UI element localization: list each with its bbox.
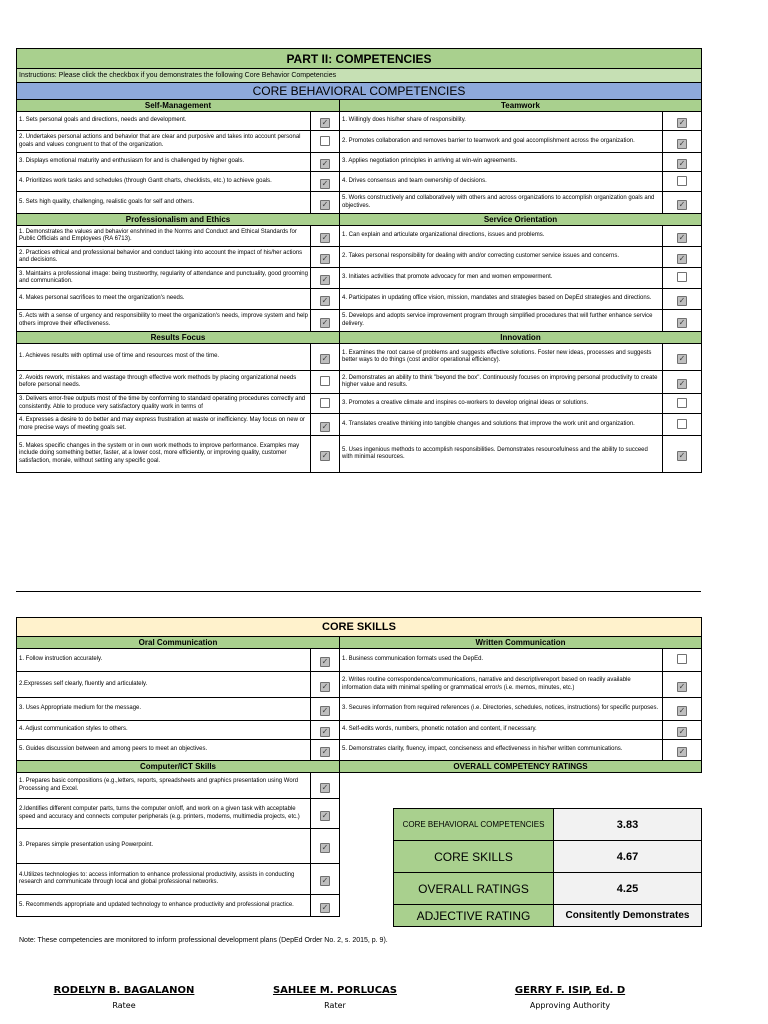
rating-value-adjective: Consitently Demonstrates bbox=[554, 905, 702, 927]
competency-checkbox[interactable] bbox=[320, 136, 330, 146]
rating-row bbox=[394, 905, 702, 927]
skill-checkbox[interactable]: ✓ bbox=[321, 657, 329, 666]
skill-checkbox[interactable]: ✓ bbox=[678, 747, 686, 756]
rating-value-core-behavioral: 3.83 bbox=[554, 809, 702, 841]
competency-text: 5. Makes specific changes in the system or in own work methods to improve performance. Examples may include doing something better, faster, at a lower cost, more efficiently, or improving quality, customer satisfaction, morale, without setting any specific goal. bbox=[17, 436, 311, 473]
rating-value-overall: 4.25 bbox=[554, 873, 702, 905]
section-header-teamwork: Teamwork bbox=[340, 100, 702, 112]
competency-checkbox[interactable]: ✓ bbox=[321, 421, 329, 431]
skill-text: 5. Recommends appropriate and updated technology to enhance productivity and professional practice. bbox=[17, 895, 311, 917]
competency-checkbox[interactable]: ✓ bbox=[678, 233, 686, 242]
competency-text: 4. Drives consensus and team ownership of decisions. bbox=[340, 172, 663, 192]
competency-checkbox[interactable] bbox=[677, 272, 687, 282]
skill-checkbox[interactable]: ✓ bbox=[678, 706, 686, 715]
skill-checkbox[interactable]: ✓ bbox=[321, 681, 329, 691]
competency-text: 3. Maintains a professional image: being trustworthy, regularity of attendance and punctuality, good grooming and communication. bbox=[17, 268, 311, 289]
competency-row bbox=[17, 247, 702, 268]
section-header-innovation: Innovation bbox=[340, 332, 702, 344]
competency-text: 5. Acts with a sense of urgency and responsibility to meet the organization's needs, improve system and help others improve their effectiveness. bbox=[17, 310, 311, 332]
competency-text: 4. Translates creative thinking into tangible changes and solutions that improve the work unit and organization. bbox=[340, 414, 663, 436]
competency-checkbox[interactable]: ✓ bbox=[678, 354, 686, 363]
competency-checkbox[interactable]: ✓ bbox=[678, 138, 686, 148]
skill-row bbox=[17, 773, 702, 799]
competency-checkbox[interactable] bbox=[677, 176, 687, 186]
competency-checkbox[interactable]: ✓ bbox=[321, 199, 329, 209]
competency-checkbox[interactable] bbox=[677, 419, 687, 429]
competency-checkbox[interactable]: ✓ bbox=[678, 254, 686, 263]
competency-checkbox[interactable]: ✓ bbox=[321, 118, 329, 127]
skill-checkbox[interactable]: ✓ bbox=[321, 902, 329, 912]
competency-checkbox[interactable]: ✓ bbox=[678, 199, 686, 209]
skill-checkbox[interactable]: ✓ bbox=[321, 706, 329, 715]
competency-checkbox[interactable]: ✓ bbox=[321, 451, 329, 460]
core-behavioral-competencies-section bbox=[16, 48, 701, 473]
skill-text: 4.Utilizes technologies to: access information to enhance professional productivity, assists in conducting research and communicate through local and global professional networks. bbox=[17, 864, 311, 895]
signatory-role: Ratee bbox=[112, 1001, 136, 1010]
competency-row bbox=[17, 394, 702, 414]
skill-text: 2.Expresses self clearly, fluently and articulately. bbox=[17, 672, 311, 698]
signatory-name: RODELYN B. BAGALANON bbox=[53, 985, 195, 996]
competency-checkbox[interactable]: ✓ bbox=[321, 317, 329, 327]
competency-row bbox=[17, 112, 702, 131]
instructions-text: Instructions: Please click the checkbox if you demonstrates the following Core Behavior Competencies bbox=[17, 69, 702, 83]
overall-ratings-table bbox=[393, 808, 702, 927]
skill-text: 1. Follow instruction accurately. bbox=[17, 649, 311, 672]
competency-row bbox=[17, 153, 702, 172]
signatory-name: SAHLEE M. PORLUCAS bbox=[272, 985, 397, 996]
competency-row bbox=[17, 414, 702, 436]
skill-text: 2. Writes routine correspondence/communications, narrative and descriptivereport based on readily available information data with minimal spelling or grammatical error/s (i.e. memos, minutes, etc.) bbox=[340, 672, 663, 698]
skill-checkbox[interactable]: ✓ bbox=[321, 876, 329, 885]
competency-text: 1. Willingly does his/her share of responsibility. bbox=[340, 112, 663, 131]
section-header-overall-ratings: OVERALL COMPETENCY RATINGS bbox=[340, 761, 702, 773]
skill-row bbox=[17, 698, 702, 721]
competency-row bbox=[17, 436, 702, 473]
rating-row bbox=[394, 873, 702, 905]
skill-text: 5. Guides discussion between and among peers to meet an objectives. bbox=[17, 740, 311, 761]
competency-row bbox=[17, 131, 702, 153]
skill-checkbox[interactable]: ✓ bbox=[321, 782, 329, 792]
competency-checkbox[interactable]: ✓ bbox=[321, 354, 329, 363]
section-header-professionalism-ethics: Professionalism and Ethics bbox=[17, 214, 340, 226]
competency-text: 4. Participates in updating office vision, mission, mandates and strategies based on DepEd strategies and directions. bbox=[340, 289, 663, 310]
skill-row bbox=[17, 672, 702, 698]
rating-label-core-skills: CORE SKILLS bbox=[394, 841, 554, 873]
competency-checkbox[interactable]: ✓ bbox=[321, 254, 329, 263]
competency-text: 3. Applies negotiation principles in arriving at win-win agreements. bbox=[340, 153, 663, 172]
competency-row bbox=[17, 289, 702, 310]
rating-value-core-skills: 4.67 bbox=[554, 841, 702, 873]
signatory-role: Approving Authority bbox=[529, 1001, 611, 1010]
competency-checkbox[interactable] bbox=[320, 398, 330, 408]
competency-text: 1. Sets personal goals and directions, needs and development. bbox=[17, 112, 311, 131]
competency-row bbox=[17, 226, 702, 247]
competency-checkbox[interactable]: ✓ bbox=[678, 296, 686, 305]
competency-row bbox=[17, 192, 702, 214]
signatory-name: GERRY F. ISIP, Ed. D bbox=[514, 985, 626, 996]
section-header-oral-communication: Oral Communication bbox=[17, 637, 340, 649]
competency-row bbox=[17, 172, 702, 192]
signatory-ratee bbox=[29, 985, 219, 1010]
cbc-table bbox=[16, 48, 702, 473]
skill-text: 3. Uses Appropriate medium for the message. bbox=[17, 698, 311, 721]
competency-text: 2. Promotes collaboration and removes barrier to teamwork and goal accomplishment across the organization. bbox=[340, 131, 663, 153]
skill-checkbox[interactable]: ✓ bbox=[321, 843, 329, 852]
competency-text: 4. Prioritizes work tasks and schedules (through Gantt charts, checklists, etc.) to achieve goals. bbox=[17, 172, 311, 192]
skill-text: 4. Adjust communication styles to others. bbox=[17, 721, 311, 740]
competency-text: 4. Makes personal sacrifices to meet the organization's needs. bbox=[17, 289, 311, 310]
skill-text: 1. Business communication formats used the DepEd. bbox=[340, 649, 663, 672]
part-title: PART II: COMPETENCIES bbox=[17, 49, 702, 69]
competency-checkbox[interactable] bbox=[320, 376, 330, 386]
skill-checkbox[interactable]: ✓ bbox=[678, 727, 686, 736]
competency-text: 2. Practices ethical and professional behavior and conduct taking into account the impact of his/her actions and decisions. bbox=[17, 247, 311, 268]
skill-text: 3. Secures information from required references (i.e. Directories, schedules, notices, instructions) for specific purposes. bbox=[340, 698, 663, 721]
competency-row bbox=[17, 344, 702, 371]
competency-text: 5. Works constructively and collaboratively with others and across organizations to accomplish organization goals and objectives. bbox=[340, 192, 663, 214]
competency-text: 3. Initiates activities that promote advocacy for men and women empowerment. bbox=[340, 268, 663, 289]
competency-text: 3. Displays emotional maturity and enthusiasm for and is challenged by higher goals. bbox=[17, 153, 311, 172]
skill-checkbox[interactable]: ✓ bbox=[321, 727, 329, 736]
rating-row bbox=[394, 841, 702, 873]
competency-row bbox=[17, 371, 702, 394]
signatory-role: Rater bbox=[324, 1001, 346, 1010]
section-divider bbox=[16, 591, 701, 592]
competency-text: 3. Delivers error-free outputs most of the time by conforming to standard operating procedures correctly and consistently. Able to produce very satisfactory quality work in terms of bbox=[17, 394, 311, 414]
competency-checkbox[interactable]: ✓ bbox=[678, 451, 686, 460]
skill-row bbox=[17, 740, 702, 761]
skill-row bbox=[17, 649, 702, 672]
section-header-results-focus: Results Focus bbox=[17, 332, 340, 344]
competency-text: 4. Expresses a desire to do better and may express frustration at waste or inefficiency. May focus on new or more precise ways of meeting goals set. bbox=[17, 414, 311, 436]
section-header-self-management: Self-Management bbox=[17, 100, 340, 112]
competency-text: 1. Achieves results with optimal use of time and resources most of the time. bbox=[17, 344, 311, 371]
skill-checkbox[interactable] bbox=[677, 654, 687, 664]
competency-text: 2. Takes personal responsibility for dealing with and/or correcting customer service issues and concerns. bbox=[340, 247, 663, 268]
skill-text: 3. Prepares simple presentation using Powerpoint. bbox=[17, 829, 311, 864]
competency-text: 1. Demonstrates the values and behavior enshrined in the Norms and Conduct and Ethical Standards for Public Officials and Employees (RA 6713). bbox=[17, 226, 311, 247]
skill-text: 1. Prepares basic compositions (e.g.,letters, reports, spreadsheets and graphics presentation using Word Processing and Excel. bbox=[17, 773, 311, 799]
competency-checkbox[interactable]: ✓ bbox=[678, 379, 686, 388]
footnote: Note: These competencies are monitored to inform professional development plans (DepEd Order No. 2, s. 2015, p. 9). bbox=[19, 937, 388, 944]
skill-checkbox[interactable]: ✓ bbox=[321, 747, 329, 756]
competency-text: 2. Avoids rework, mistakes and wastage through effective work methods by placing organizational needs before personal needs. bbox=[17, 371, 311, 394]
competency-checkbox[interactable]: ✓ bbox=[321, 296, 329, 305]
competency-text: 2. Demonstrates an ability to think "beyond the box". Continuously focuses on improving personal productivity to create higher value and results. bbox=[340, 371, 663, 394]
rating-label-adjective: ADJECTIVE RATING bbox=[394, 905, 554, 927]
competency-text: 1. Examines the root cause of problems and suggests effective solutions. Foster new ideas, processes and suggests better ways to do things (cost and/or operational efficiency). bbox=[340, 344, 663, 371]
competency-row bbox=[17, 310, 702, 332]
skill-row bbox=[17, 721, 702, 740]
skill-text: 5. Demonstrates clarity, fluency, impact, conciseness and effectiveness in his/her written communications. bbox=[340, 740, 663, 761]
section-header-written-communication: Written Communication bbox=[340, 637, 702, 649]
competency-checkbox[interactable]: ✓ bbox=[678, 317, 686, 327]
competency-checkbox[interactable]: ✓ bbox=[678, 159, 686, 168]
skill-checkbox[interactable]: ✓ bbox=[678, 681, 686, 691]
competency-text: 2. Undertakes personal actions and behavior that are clear and purposive and takes into account personal goals and values congruent to that of the organization. bbox=[17, 131, 311, 153]
rating-label-overall: OVERALL RATINGS bbox=[394, 873, 554, 905]
competency-row bbox=[17, 268, 702, 289]
competency-text: 1. Can explain and articulate organizational directions, issues and problems. bbox=[340, 226, 663, 247]
competency-checkbox[interactable]: ✓ bbox=[321, 275, 329, 284]
signatory-rater bbox=[240, 985, 430, 1010]
competency-text: 5. Develops and adopts service improvement program through simplified procedures that will further enhance service delivery. bbox=[340, 310, 663, 332]
competency-checkbox[interactable]: ✓ bbox=[321, 178, 329, 188]
section-header-service-orientation: Service Orientation bbox=[340, 214, 702, 226]
skill-checkbox[interactable]: ✓ bbox=[321, 810, 329, 820]
competency-text: 3. Promotes a creative climate and inspires co-workers to develop original ideas or solutions. bbox=[340, 394, 663, 414]
competency-checkbox[interactable] bbox=[677, 398, 687, 408]
core-skills-title: CORE SKILLS bbox=[17, 618, 702, 637]
rating-row bbox=[394, 809, 702, 841]
competency-checkbox[interactable]: ✓ bbox=[678, 118, 686, 127]
competency-text: 5. Uses ingenious methods to accomplish responsibilities. Demonstrates resourcefulness and the ability to succeed with minimal resources. bbox=[340, 436, 663, 473]
rating-label-core-behavioral: CORE BEHAVIORAL COMPETENCIES bbox=[394, 809, 554, 841]
competency-text: 5. Sets high quality, challenging, realistic goals for self and others. bbox=[17, 192, 311, 214]
skill-text: 2.Identifies different computer parts, turns the computer on/off, and work on a given task with acceptable speed and accuracy and connects computer peripherals (e.g. printers, modems, multimedia projects, etc.) bbox=[17, 799, 311, 829]
skill-text: 4. Self-edits words, numbers, phonetic notation and content, if necessary. bbox=[340, 721, 663, 740]
section-header-computer-ict: Computer/ICT Skills bbox=[17, 761, 340, 773]
signatory-approving-authority bbox=[475, 985, 665, 1010]
competency-checkbox[interactable]: ✓ bbox=[321, 159, 329, 168]
competency-checkbox[interactable]: ✓ bbox=[321, 233, 329, 242]
cbc-title: CORE BEHAVIORAL COMPETENCIES bbox=[17, 83, 702, 100]
